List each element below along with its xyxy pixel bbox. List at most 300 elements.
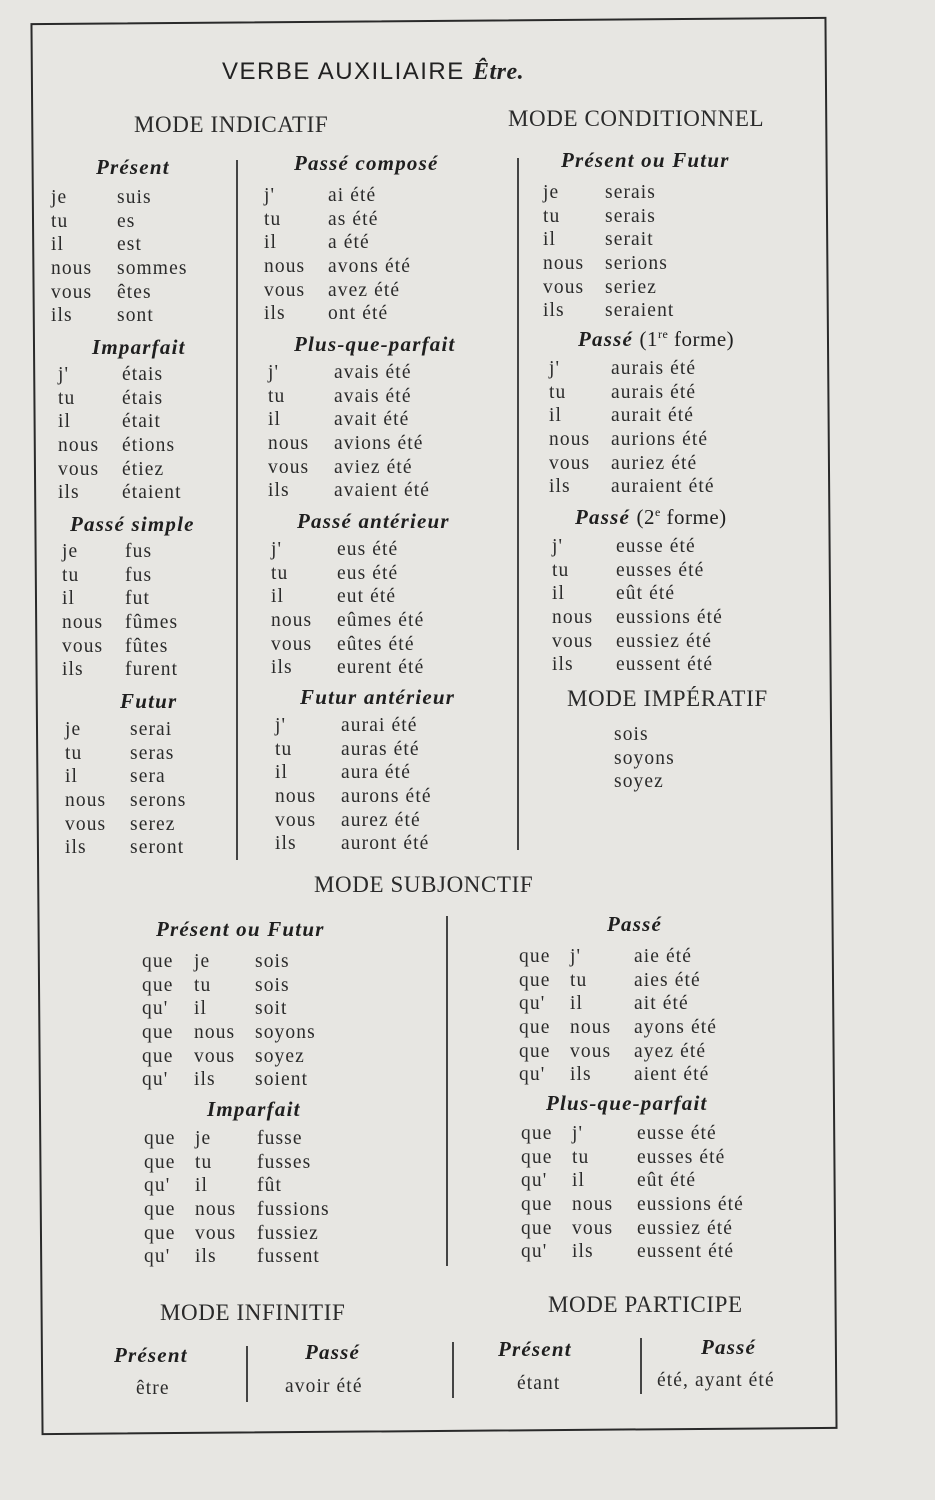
verb-form: aurai été [341, 715, 418, 736]
verb-form: aurez été [341, 809, 421, 831]
verb-form: eussions été [616, 607, 723, 629]
verb-form: était [122, 411, 162, 433]
verb-form: auras été [341, 738, 420, 760]
conjugation-row [268, 362, 508, 386]
pronoun: tu [51, 210, 69, 232]
verb-form: serai [130, 719, 173, 740]
pronoun: tu [194, 974, 212, 996]
verb-form: êtes [117, 281, 152, 303]
que-word: qu' [142, 998, 169, 1020]
mode-infinitif-heading: MODE INFINITIF [160, 1300, 346, 1325]
verb-form: fussiez [257, 1222, 319, 1244]
pronoun: ils [268, 480, 290, 502]
verb-form: serais [605, 205, 656, 227]
conjugation-list [549, 358, 809, 500]
pronoun: tu [264, 208, 282, 230]
pronoun: tu [549, 381, 567, 403]
tense-heading: Futur antérieur [300, 685, 456, 709]
pronoun: il [194, 998, 208, 1020]
verb-form: soient [255, 1069, 309, 1091]
pronoun: j' [572, 1123, 584, 1144]
conjugation-row [144, 1223, 434, 1247]
mode-imperatif-heading: MODE IMPÉRATIF [567, 686, 768, 711]
conjugation-row [142, 1022, 432, 1046]
conjugation-row [58, 459, 238, 483]
verb-form: aviez été [334, 456, 413, 478]
conjugation-row [268, 457, 508, 481]
infinitif-present-heading: Présent [114, 1343, 188, 1367]
verb-form: aurait été [611, 405, 694, 427]
que-word: qu' [519, 993, 546, 1015]
que-word: que [521, 1217, 553, 1239]
pronoun: ils [264, 303, 286, 325]
pronoun: il [271, 586, 285, 608]
pronoun: il [58, 411, 72, 433]
pronoun: nous [58, 435, 100, 457]
verb-form: eus été [337, 562, 399, 584]
pronoun: ils [271, 657, 293, 679]
pronoun: j' [264, 185, 276, 206]
conjugation-row [549, 382, 809, 406]
conjugation-row [521, 1170, 821, 1194]
pronoun: nous [570, 1017, 612, 1039]
que-word: qu' [144, 1175, 171, 1197]
que-word: que [519, 1040, 551, 1062]
pronoun: il [264, 232, 278, 254]
que-word: qu' [144, 1246, 171, 1268]
conjugation-row [51, 187, 231, 211]
form-label: forme) [660, 505, 727, 529]
conjugation-row [521, 1147, 821, 1171]
verb-form: ait été [634, 993, 689, 1015]
pronoun: vous [543, 276, 585, 298]
conjugation-row [142, 975, 432, 999]
tense-heading: Présent ou Futur [156, 917, 325, 941]
column-divider [446, 916, 448, 1266]
conjugation-row [275, 810, 515, 834]
pronoun: ils [194, 1069, 216, 1091]
pronoun: je [194, 951, 211, 972]
verb-form: eussions été [637, 1194, 744, 1216]
conjugation-row [543, 277, 803, 301]
conjugation-list [142, 951, 432, 1093]
verb-form: sommes [117, 258, 188, 280]
imperatif-form: soyons [614, 747, 675, 769]
verb-form: aurions été [611, 429, 709, 451]
column-divider [452, 1342, 454, 1398]
verb-form: eurent été [337, 657, 425, 679]
conjugation-row [543, 206, 803, 230]
infinitif-present-value: être [136, 1378, 170, 1399]
conjugation-row [552, 583, 812, 607]
pronoun: il [572, 1170, 586, 1192]
verb-form: ai été [328, 185, 377, 206]
participe-present-value: étant [517, 1373, 561, 1394]
conjugation-row [552, 607, 812, 631]
verb-form: suis [117, 187, 152, 208]
verb-form: avons été [328, 256, 411, 278]
imperatif-list [614, 724, 764, 795]
title-verb: Être. [472, 59, 525, 85]
verb-form: sois [255, 951, 290, 972]
conjugation-row [264, 209, 504, 233]
verb-form: soit [255, 998, 288, 1020]
verb-form: fusses [257, 1151, 312, 1173]
pronoun: j' [275, 715, 287, 736]
verb-form: sera [130, 766, 166, 788]
conjugation-list [264, 185, 504, 327]
que-word: qu' [142, 1069, 169, 1091]
pronoun: tu [543, 205, 561, 227]
verb-form: aurais été [611, 381, 697, 403]
mode-subjonctif-heading: MODE SUBJONCTIF [314, 872, 534, 897]
conjugation-row [51, 282, 231, 306]
conjugation-row [521, 1194, 821, 1218]
conjugation-row [519, 1064, 819, 1088]
pronoun: vous [65, 813, 107, 835]
verb-form: est [117, 234, 142, 256]
pronoun: tu [62, 564, 80, 586]
tense-form: (2e forme) [636, 505, 727, 529]
verb-form: eusses été [637, 1146, 726, 1168]
pronoun: ils [65, 837, 87, 859]
participe-present-heading: Présent [498, 1337, 572, 1361]
verb-form: serait [605, 229, 654, 251]
verb-form: étais [122, 364, 164, 385]
pronoun: je [543, 182, 560, 203]
verb-form: aurais été [611, 358, 697, 379]
que-word: que [521, 1146, 553, 1168]
conjugation-row [275, 833, 515, 857]
form-suffix: e [654, 505, 661, 519]
form-number: 2 [643, 505, 655, 529]
conjugation-list [519, 946, 819, 1088]
conjugation-row [519, 970, 819, 994]
conjugation-row [549, 476, 809, 500]
conjugation-list [62, 541, 242, 683]
pronoun: j' [58, 364, 70, 385]
tense-heading: Présent ou Futur [561, 148, 730, 172]
form-label: forme) [668, 327, 735, 351]
conjugation-row [275, 762, 515, 786]
verb-form: aies été [634, 969, 701, 991]
verb-form: avaient été [334, 480, 431, 502]
conjugation-row [62, 612, 242, 636]
pronoun: vous [195, 1222, 237, 1244]
conjugation-row [65, 837, 245, 861]
pronoun: j' [552, 536, 564, 557]
verb-form: fût [257, 1175, 282, 1197]
que-word: que [144, 1128, 176, 1149]
conjugation-row [268, 409, 508, 433]
conjugation-row [264, 185, 504, 209]
pronoun: ils [275, 833, 297, 855]
verb-form: auraient été [611, 476, 715, 498]
conjugation-row [543, 182, 803, 206]
verb-form: fusse [257, 1128, 303, 1149]
conjugation-list [552, 536, 812, 678]
verb-form: eût été [616, 583, 676, 605]
conjugation-row [62, 541, 242, 565]
verb-form: avais été [334, 385, 412, 407]
tense-heading [575, 505, 727, 530]
conjugation-row [552, 560, 812, 584]
conjugation-row [268, 386, 508, 410]
verb-form: aie été [634, 946, 693, 967]
conjugation-row [543, 300, 803, 324]
verb-form: fus [125, 541, 153, 562]
conjugation-row [144, 1152, 434, 1176]
pronoun: vous [194, 1045, 236, 1067]
que-word: qu' [519, 1064, 546, 1086]
conjugation-list [268, 362, 508, 504]
form-number: 1 [646, 327, 658, 351]
conjugation-row [552, 654, 812, 678]
verb-form: eut été [337, 586, 397, 608]
pronoun: vous [58, 458, 100, 480]
conjugation-row [144, 1128, 434, 1152]
conjugation-row [264, 232, 504, 256]
que-word: que [142, 1022, 174, 1044]
verb-form: aura été [341, 762, 411, 784]
conjugation-list [275, 715, 515, 857]
conjugation-row [58, 482, 238, 506]
conjugation-row [62, 565, 242, 589]
verb-form: seriez [605, 276, 658, 298]
pronoun: je [195, 1128, 212, 1149]
pronoun: nous [194, 1022, 236, 1044]
que-word: que [144, 1199, 176, 1221]
pronoun: tu [552, 559, 570, 581]
verb-form: auriez été [611, 452, 698, 474]
verb-form: étions [122, 435, 176, 457]
que-word: que [521, 1194, 553, 1216]
pronoun: ils [51, 305, 73, 327]
verb-form: fut [125, 588, 150, 610]
tense-name: Passé [575, 505, 630, 529]
conjugation-row [65, 743, 245, 767]
pronoun: j' [271, 539, 283, 560]
pronoun: vous [51, 281, 93, 303]
verb-form: fûmes [125, 612, 179, 634]
conjugation-row [521, 1218, 821, 1242]
pronoun: ils [572, 1241, 594, 1263]
verb-form: ont été [328, 303, 389, 325]
que-word: que [519, 1017, 551, 1039]
verb-form: serions [605, 253, 668, 275]
tense-heading: Futur [120, 689, 178, 713]
conjugation-row [58, 411, 238, 435]
conjugation-row [264, 256, 504, 280]
pronoun: nous [264, 256, 306, 278]
conjugation-row [519, 993, 819, 1017]
conjugation-row [144, 1246, 434, 1270]
conjugation-row [519, 1017, 819, 1041]
conjugation-row [543, 253, 803, 277]
pronoun: ils [58, 482, 80, 504]
column-divider [246, 1346, 248, 1402]
tense-form: (1re forme) [639, 327, 735, 351]
pronoun: nous [552, 607, 594, 629]
verb-form: étiez [122, 458, 165, 480]
verb-form: eûmes été [337, 610, 425, 632]
verb-form: avait été [334, 409, 410, 431]
conjugation-row [65, 790, 245, 814]
conjugation-row [142, 1046, 432, 1070]
pronoun: je [65, 719, 82, 740]
verb-form: es [117, 210, 136, 232]
mode-participe-heading: MODE PARTICIPE [548, 1292, 743, 1317]
que-word: que [519, 946, 551, 967]
conjugation-row [521, 1241, 821, 1265]
verb-form: étais [122, 387, 164, 409]
pronoun: il [62, 588, 76, 610]
conjugation-row [65, 766, 245, 790]
tense-heading: Imparfait [207, 1097, 301, 1121]
verb-form: eussiez été [637, 1217, 734, 1239]
conjugation-row [142, 951, 432, 975]
pronoun: nous [275, 786, 317, 808]
conjugation-row [58, 388, 238, 412]
conjugation-list [271, 539, 511, 681]
pronoun: vous [275, 809, 317, 831]
verb-form: fussent [257, 1246, 320, 1268]
form-suffix: re [657, 327, 669, 341]
pronoun: nous [271, 610, 313, 632]
conjugation-row [275, 715, 515, 739]
conjugation-row [543, 229, 803, 253]
pronoun: j' [549, 358, 561, 379]
tense-heading: Plus-que-parfait [294, 332, 456, 356]
conjugation-row [264, 280, 504, 304]
pronoun: ils [195, 1246, 217, 1268]
tense-name: Passé [578, 327, 633, 351]
verb-form: furent [125, 659, 179, 681]
conjugation-row [51, 258, 231, 282]
conjugation-list [543, 182, 803, 324]
verb-form: ayez été [634, 1040, 707, 1062]
imperatif-form: sois [614, 724, 649, 745]
conjugation-row [51, 211, 231, 235]
conjugation-row [271, 539, 511, 563]
verb-form: ayons été [634, 1017, 717, 1039]
tense-heading: Passé composé [294, 151, 439, 175]
pronoun: ils [552, 654, 574, 676]
pronoun: il [51, 234, 65, 256]
que-word: qu' [521, 1170, 548, 1192]
verb-form: fûtes [125, 635, 169, 657]
conjugation-row [144, 1175, 434, 1199]
pronoun: nous [543, 253, 585, 275]
imperatif-form: soyez [614, 771, 664, 793]
pronoun: ils [543, 300, 565, 322]
verb-form: avez été [328, 279, 401, 301]
pronoun: tu [65, 742, 83, 764]
verb-form: eusse été [637, 1123, 717, 1144]
conjugation-row [51, 234, 231, 258]
pronoun: tu [570, 969, 588, 991]
pronoun: tu [58, 387, 76, 409]
verb-form: avions été [334, 433, 424, 455]
conjugation-row [58, 364, 238, 388]
pronoun: vous [271, 633, 313, 655]
pronoun: ils [62, 659, 84, 681]
pronoun: tu [268, 385, 286, 407]
pronoun: vous [264, 279, 306, 301]
que-word: que [144, 1222, 176, 1244]
page-title [222, 58, 524, 86]
que-word: que [142, 951, 174, 972]
conjugation-row [549, 453, 809, 477]
conjugation-row [552, 631, 812, 655]
pronoun: nous [51, 258, 93, 280]
conjugation-row [519, 946, 819, 970]
verb-form: serons [130, 790, 187, 812]
que-word: que [519, 969, 551, 991]
verb-form: seraient [605, 300, 675, 322]
pronoun: tu [271, 562, 289, 584]
conjugation-list [521, 1123, 821, 1265]
pronoun: je [62, 541, 79, 562]
conjugation-row [271, 657, 511, 681]
que-word: que [521, 1123, 553, 1144]
title-prefix: VERBE AUXILIAIRE [222, 58, 465, 85]
verb-form: seront [130, 837, 185, 859]
verb-form: eussent été [616, 654, 714, 676]
pronoun: nous [62, 612, 104, 634]
conjugation-row [142, 1069, 432, 1093]
conjugation-row [271, 586, 511, 610]
pronoun: j' [570, 946, 582, 967]
conjugation-row [144, 1199, 434, 1223]
que-word: que [142, 974, 174, 996]
tense-heading [578, 327, 734, 352]
column-divider [517, 158, 519, 850]
conjugation-row [62, 588, 242, 612]
conjugation-row [65, 719, 245, 743]
conjugation-row [271, 563, 511, 587]
pronoun: vous [552, 630, 594, 652]
tense-heading: Présent [96, 155, 170, 179]
verb-form: sois [255, 974, 290, 996]
infinitif-passe-value: avoir été [285, 1376, 363, 1397]
conjugation-list [51, 187, 231, 329]
pronoun: je [51, 187, 68, 208]
tense-heading: Passé antérieur [297, 509, 450, 533]
verb-form: a été [328, 232, 370, 254]
pronoun: nous [549, 429, 591, 451]
conjugation-row [552, 536, 812, 560]
verb-form: serez [130, 813, 176, 835]
verb-form: fus [125, 564, 153, 586]
conjugation-row [58, 435, 238, 459]
pronoun: tu [195, 1151, 213, 1173]
conjugation-row [62, 659, 242, 683]
verb-form: eusses été [616, 559, 705, 581]
conjugation-row [275, 739, 515, 763]
pronoun: il [268, 409, 282, 431]
verb-form: auront été [341, 833, 430, 855]
verb-form: soyez [255, 1045, 305, 1067]
conjugation-row [65, 814, 245, 838]
conjugation-row [264, 303, 504, 327]
conjugation-row [268, 480, 508, 504]
verb-form: serais [605, 182, 656, 203]
pronoun: nous [268, 433, 310, 455]
pronoun: il [65, 766, 79, 788]
verb-form: avais été [334, 362, 412, 383]
conjugation-list [65, 719, 245, 861]
